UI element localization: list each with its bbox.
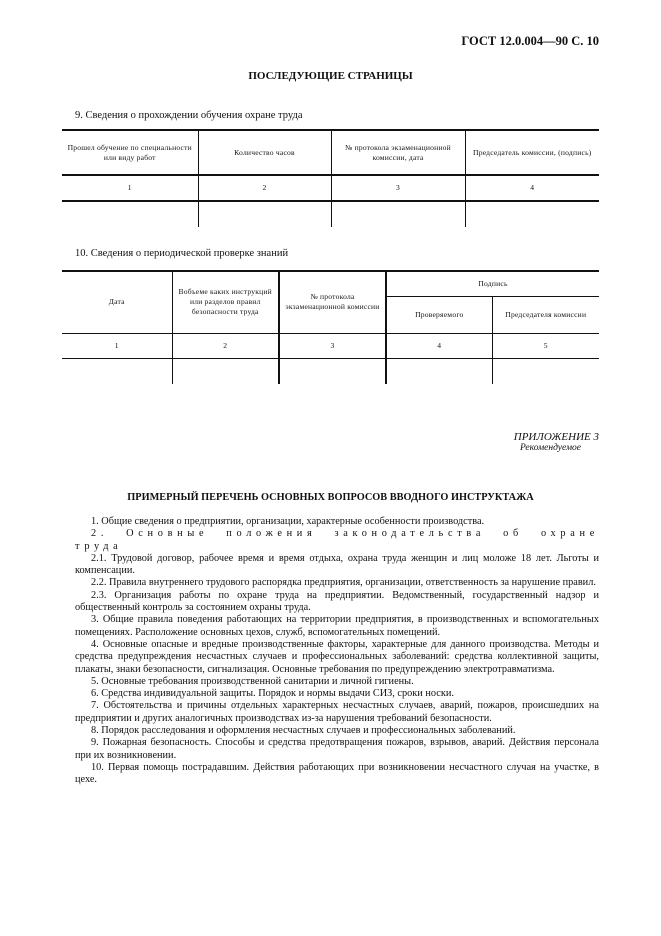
table-row xyxy=(62,358,599,384)
column-number: 1 xyxy=(127,183,132,192)
questions-list xyxy=(75,516,599,787)
list-item: 8. Порядок расследования и оформления несчастных случаев и профессиональных заболеваний. xyxy=(91,725,516,737)
column-header: № протокола экзаменационной комиссии xyxy=(279,271,386,333)
knowledge-check-table xyxy=(62,270,599,384)
list-item: 9. Пожарная безопасность. Способы и средства предотвращения пожаров, взрывов, аварий. Действия персонала при их возникновении. xyxy=(75,737,599,761)
column-header: Количество часов xyxy=(198,130,331,175)
column-number: 3 xyxy=(279,333,386,358)
appendix-number: ПРИЛОЖЕНИЕ 3 xyxy=(513,431,599,443)
table10-caption: 10. Сведения о периодической проверке знаний xyxy=(75,248,289,259)
column-header: Дата xyxy=(108,297,125,307)
list-item: 7. Обстоятельства и причины отдельных характерных несчастных случаев, аварий, пожаров, происшедших на предприятии и других аналогичных производствах из-за нарушения требований безопасности. xyxy=(75,700,599,724)
list-item: 4. Основные опасные и вредные производственные факторы, характерные для данного производства. Методы и средства предупреждения несчастных случаев и профессиональных заболеваний: средства коллективной защиты, плакаты, знаки безопасности, сигнализация. Основные требования по предупреждению электротравматизма. xyxy=(75,638,599,675)
page-header: ГОСТ 12.0.004—90 С. 10 xyxy=(461,34,599,48)
list-item: 2.3. Организация работы по охране труда на предприятии. Ведомственный, государственный надзор и общественный контроль за состоянием охраны труда. xyxy=(75,589,599,614)
column-header: Проверяемого xyxy=(386,296,492,333)
column-header: Вобъеме каких инструкций или разделов правил безопасности труда xyxy=(172,271,279,333)
list-item: 2. Основные положения законодательства об охране труда xyxy=(75,528,599,552)
list-item: 6. Средства индивидуальной защиты. Порядок и нормы выдачи СИЗ, сроки носки. xyxy=(91,688,454,700)
list-item: 10. Первая помощь пострадавшим. Действия работающих при возникновении несчастного случая на участке, в цехе. xyxy=(75,761,599,786)
column-group-header: Подпись xyxy=(386,271,599,296)
column-number: 1 xyxy=(114,340,119,350)
list-item: 2.2. Правила внутреннего трудового распорядка предприятия, организации, ответственность за нарушение правил. xyxy=(91,577,596,589)
column-header: № протокола экзаменационной комиссии, дата xyxy=(331,130,465,175)
table9-caption: 9. Сведения о прохождении обучения охране труда xyxy=(75,110,303,121)
list-item: 3. Общие правила поведения работающих на территории предприятия, в производственных и вспомогательных помещениях. Расположение основных цехов, служб, вспомогательных помещений. xyxy=(75,614,599,638)
list-item: 5. Основные требования производственной санитарии и личной гигиены. xyxy=(91,675,414,687)
appendix-title: ПРИМЕРНЫЙ ПЕРЕЧЕНЬ ОСНОВНЫХ ВОПРОСОВ ВВОДНОГО ИНСТРУКТАЖА xyxy=(127,492,534,503)
table-row xyxy=(62,201,599,227)
column-number: 4 xyxy=(465,175,599,201)
column-header: Председатель комиссии, (подпись) xyxy=(465,130,599,175)
section-heading: ПОСЛЕДУЮЩИЕ СТРАНИЦЫ xyxy=(248,70,413,82)
column-number: 4 xyxy=(386,333,492,358)
column-header: Прошел обучение по специальности или виду работ xyxy=(67,142,192,162)
column-header: Председателя комиссии xyxy=(492,296,599,333)
appendix-label xyxy=(514,431,599,453)
list-item: 2.1. Трудовой договор, рабочее время и время отдыха, охрана труда женщин и лиц моложе 18 лет. Льготы и компенсации. xyxy=(75,552,599,577)
column-number: 2 xyxy=(198,175,331,201)
training-table xyxy=(62,129,599,227)
list-item: 1. Общие сведения о предприятии, организации, характерные особенности производства. xyxy=(91,516,485,527)
column-number: 5 xyxy=(492,333,599,358)
column-number: 3 xyxy=(331,175,465,201)
appendix-status: Рекомендуемое xyxy=(519,443,581,453)
column-number: 2 xyxy=(172,333,279,358)
